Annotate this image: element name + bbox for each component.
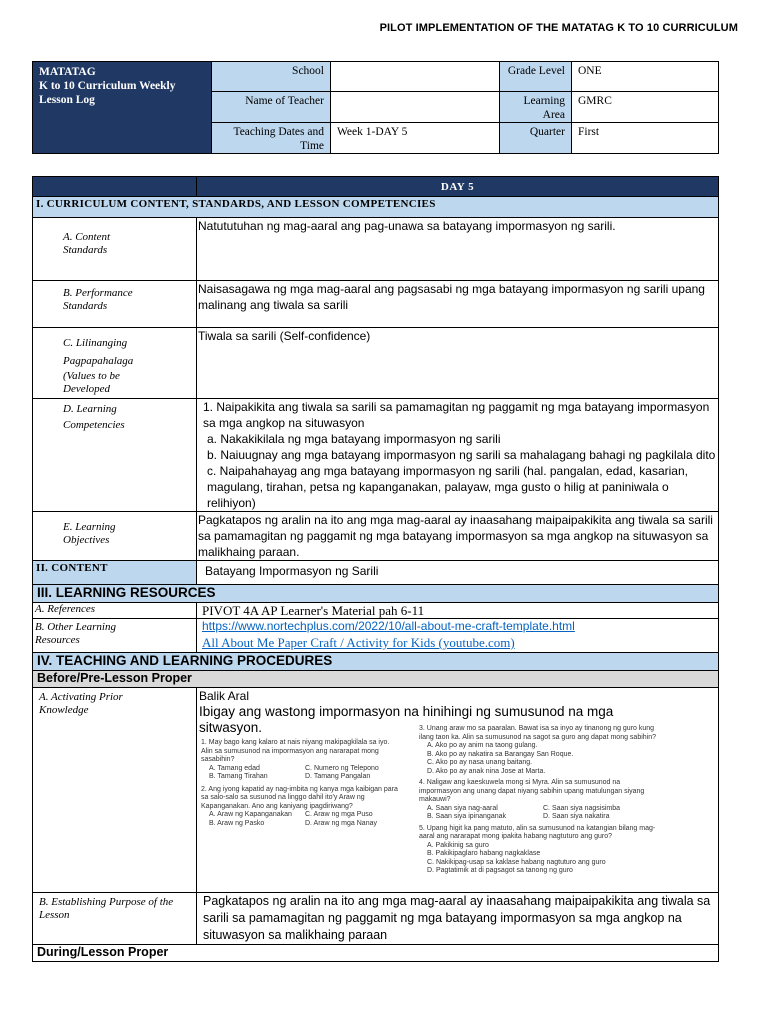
other-resources-links <box>197 619 719 653</box>
learning-area-label: Learning Area <box>500 92 572 123</box>
quiz-option: D. Ako po ay anak nina Jose at Marta. <box>427 767 546 775</box>
learning-objectives-text: Pagkatapos ng aralin na ito ang mga mag-aaral ay inaasahang maipaipakikita ang tiwala sa sarili sa pamamagitan ng paggamit ng mga batayang impormasyon sa mga angkop na situwasyon sa malikhaing paraan. <box>197 512 719 561</box>
quiz-option: D. Araw ng mga Nanay <box>305 819 377 827</box>
quiz-option: A. Tamang edad <box>209 764 260 772</box>
document-header: PILOT IMPLEMENTATION OF THE MATATAG K TO 10 CURRICULUM <box>379 22 738 34</box>
label-line: Pagpapahalaga <box>63 355 134 367</box>
quiz-question: 5. Upang higit ka pang matuto, alin sa sumusunod na katangian bilang mag-aaral ang nararapat mong ipakita habang nagtuturo ang guro? <box>419 824 656 840</box>
day-header-blank <box>33 177 197 197</box>
label-text: B. Establishing Purpose of the Lesson <box>39 896 174 921</box>
establishing-purpose-label <box>33 893 197 945</box>
teaching-dates-value: Week 1-DAY 5 <box>331 123 500 154</box>
quiz-option: B. Araw ng Pasko <box>209 819 265 827</box>
content-text: Batayang Impormasyon ng Sarili <box>197 561 719 585</box>
quiz-option: C. Numero ng Telepono <box>305 764 379 772</box>
quiz-option: A. Pakikinig sa guro <box>427 841 489 849</box>
quiz-option: A. Ako po ay anim na taong gulang. <box>427 742 538 749</box>
label-text <box>33 328 196 396</box>
grade-level-value: ONE <box>572 62 719 92</box>
day-header: DAY 5 <box>197 177 719 197</box>
school-label: School <box>212 62 331 92</box>
quiz-option: C. Saan siya nagsisimba <box>543 804 621 812</box>
quiz-left-column <box>201 739 401 876</box>
quiz-option: D. Tamang Pangalan <box>305 773 371 780</box>
quiz-question: 2. Ang iyong kapatid ay nag-imbita ng kanya mga kaibigan para sa salo-salo sa susunod na linggo dahil ito'y Araw ng Kapanganakan. Ano ang kaniyang ipagdiriwang? <box>201 785 398 810</box>
quiz-option: B. Pakikipaglaro habang nagkaklase <box>427 850 541 857</box>
establishing-purpose-text: Pagkatapos ng aralin na ito ang mga mag-aaral ay inaasahang maipaipakikita ang tiwala sa sarili sa pamamagitan ng paggamit ng mga batayang impormasyon sa mga angkop na situwasyon sa malikhaing paraan <box>197 893 719 945</box>
activating-prior-knowledge-content <box>197 688 719 893</box>
competency-item: a. Nakakikilala ng mga batayang impormasyon ng sarili <box>207 432 501 446</box>
quiz-option: B. Saan siya ipinanganak <box>427 813 506 820</box>
other-resources-label <box>33 619 197 653</box>
competency-item: c. Naipahahayag ang mga batayang impormasyon ng sarili (hal. pangalan, edad, kasarian, magulang, tirahan, petsa ng kapanganakan, palayaw, mga gusto o hilig at paniniwala o relihiyon) <box>207 464 688 510</box>
youtube-link[interactable]: All About Me Paper Craft / Activity for Kids (youtube.com) <box>202 635 515 650</box>
competency-item: 1. Naipakikita ang tiwala sa sarili sa pamamagitan ng paggamit ng mga batayang impormasyon sa mga angkop na situwasyon <box>203 400 710 430</box>
section-content: II. CONTENT <box>33 561 197 585</box>
content-standards-text: Natututuhan ng mag-aaral ang pag-unawa sa batayang impormasyon ng sarili. <box>197 218 719 281</box>
quiz-image <box>199 725 718 876</box>
title-line: Lesson Log <box>39 94 95 106</box>
performance-standards-label <box>33 281 197 328</box>
quarter-value: First <box>572 123 719 154</box>
values-text: Tiwala sa sarili (Self-confidence) <box>197 328 719 399</box>
quiz-option: A. Araw ng Kapanganakan <box>209 811 292 818</box>
label-text: E. Learning Objectives <box>63 521 116 546</box>
learning-competencies-label <box>33 399 197 512</box>
learning-area-value: GMRC <box>572 92 719 123</box>
quiz-question: 4. Naligaw ang kaeskuwela mong si Myra. Alin sa sumusunod na impormasyon ang unang dapat niyang sabihin upang matulungan siyang makauwi? <box>419 779 645 803</box>
quiz-option: C. Nakikipag-usap sa kaklase habang nagtuturo ang guro <box>427 858 606 866</box>
quiz-option: B. Tamang Tirahan <box>209 773 268 780</box>
content-standards-label <box>33 218 197 281</box>
lesson-log-title <box>33 62 212 154</box>
references-text: PIVOT 4A AP Learner's Material pah 6-11 <box>197 603 719 619</box>
quiz-option: C. Ako po ay nasa unang baitang. <box>427 759 533 766</box>
values-label <box>33 328 197 399</box>
school-value <box>331 62 500 92</box>
label-text: A. Content Standards <box>63 231 111 256</box>
references-label <box>33 603 197 619</box>
learning-objectives-label <box>33 512 197 561</box>
title-line: K to 10 Curriculum Weekly <box>39 80 176 92</box>
grade-level-label: Grade Level <box>500 62 572 92</box>
section-curriculum: I. CURRICULUM CONTENT, STANDARDS, AND LESSON COMPETENCIES <box>33 197 719 218</box>
learning-competencies-text <box>197 399 719 512</box>
label-text: A. Activating Prior Knowledge <box>39 691 123 716</box>
label-line: (Values to be Developed <box>63 370 120 395</box>
activating-prior-knowledge-label <box>33 688 197 893</box>
quiz-option: A. Saan siya nag-aaral <box>427 804 498 812</box>
lesson-log-info-table <box>32 61 719 154</box>
teacher-label: Name of Teacher <box>212 92 331 123</box>
label-text: B. Performance Standards <box>63 287 133 312</box>
label-text: D. Learning Competencies <box>63 403 125 431</box>
competency-item: b. Naiuugnay ang mga batayang impormasyon ng sarili sa mahalagang bahagi ng pagkilala dito <box>207 448 716 462</box>
quiz-option: D. Saan siya nakatira <box>543 813 610 820</box>
quarter-label: Quarter <box>500 123 572 154</box>
craft-template-link[interactable]: https://www.nortechplus.com/2022/10/all-about-me-craft-template.html <box>202 619 575 633</box>
label-line: C. Lilinanging <box>63 337 128 349</box>
quiz-option: C. Araw ng mga Puso <box>305 811 373 818</box>
quiz-option: D. Pagtatimik at di pagsagot sa tanong ng guro <box>427 867 573 874</box>
teacher-value <box>331 92 500 123</box>
lesson-plan-table <box>32 176 719 962</box>
quiz-right-column <box>419 725 659 876</box>
instruction-text: Ibigay ang wastong impormasyon na hinihingi ng sumusunod na mga sitwasyon. <box>199 704 614 735</box>
section-procedures: IV. TEACHING AND LEARNING PROCEDURES <box>33 653 719 671</box>
title-line: MATATAG <box>39 66 96 78</box>
performance-standards-text: Naisasagawa ng mga mag-aaral ang pagsasabi ng mga batayang impormasyon ng sarili upang malinang ang tiwala sa sarili <box>197 281 719 328</box>
during-lesson-header: During/Lesson Proper <box>33 945 719 962</box>
section-learning-resources: III. LEARNING RESOURCES <box>33 585 719 603</box>
label-text: B. Other Learning Resources <box>35 621 116 646</box>
quiz-option: B. Ako po ay nakatira sa Barangay San Roque. <box>427 750 574 758</box>
teaching-dates-label: Teaching Dates and Time <box>212 123 331 154</box>
before-lesson-header: Before/Pre-Lesson Proper <box>33 671 719 688</box>
label-text: A. References <box>35 603 96 615</box>
quiz-question: 3. Unang araw mo sa paaralan. Bawat isa sa inyo ay tinanong ng guro kung ilang taon ka. Alin sa sumusunod na sagot sa guro ang dapat mong sabihin? <box>419 725 656 741</box>
quiz-question: 1. May bago kang kalaro at nais niyang makipagkilala sa iyo. Alin sa sumusunod na impormasyon ang nararapat mong sasabihin? <box>201 739 390 763</box>
balik-aral-text: Balik Aral <box>199 689 250 703</box>
